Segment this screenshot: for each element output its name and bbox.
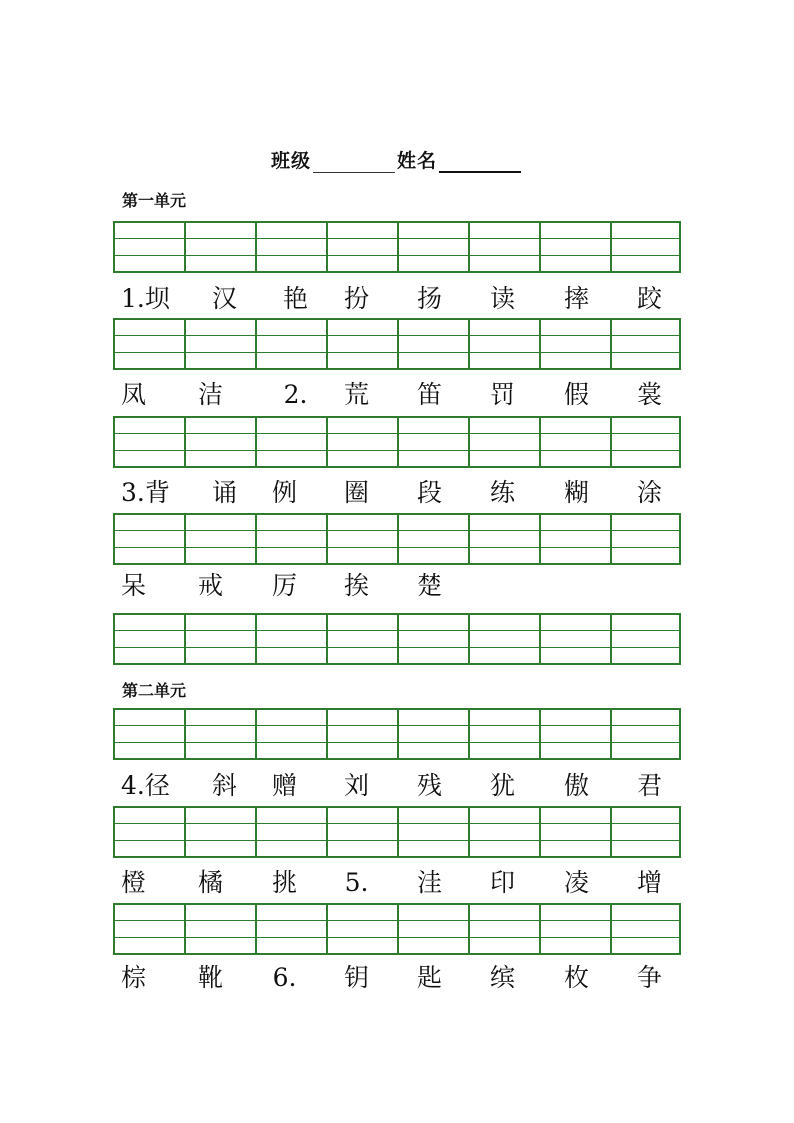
worksheet-header xyxy=(0,146,794,172)
character-cell: 棕 xyxy=(121,963,147,992)
character-cell: 钥 xyxy=(343,963,369,992)
name-blank[interactable] xyxy=(439,151,521,173)
character-cell: 扮 xyxy=(343,284,369,313)
character-cell: 洼 xyxy=(416,868,442,897)
character-cell: 橘 xyxy=(197,868,223,897)
class-label: 班级 xyxy=(270,150,311,172)
character-cell: 橙 xyxy=(121,868,147,897)
character-cell: 扬 xyxy=(416,284,442,313)
character-cell: 圈 xyxy=(343,478,369,507)
character-cell: 挨 xyxy=(343,571,369,600)
writing-grid[interactable] xyxy=(113,903,681,955)
character-cell: 1.坝 xyxy=(121,284,170,313)
character-cell: 罚 xyxy=(489,380,515,409)
character-cell: 艳 xyxy=(282,284,308,313)
character-cell: 厉 xyxy=(271,571,297,600)
section-title-unit-2: 第二单元 xyxy=(122,681,187,700)
character-cell: 凤 xyxy=(121,380,147,409)
character-cell: 呆 xyxy=(121,571,147,600)
character-cell: 凌 xyxy=(563,868,589,897)
character-cell: 练 xyxy=(489,478,515,507)
character-row xyxy=(113,768,681,804)
character-row xyxy=(113,377,681,413)
character-cell: 段 xyxy=(416,478,442,507)
character-cell: 缤 xyxy=(489,963,515,992)
character-cell: 刘 xyxy=(343,771,369,800)
character-cell: 枚 xyxy=(563,963,589,992)
character-cell: 傲 xyxy=(563,771,589,800)
character-cell: 3.背 xyxy=(121,478,170,507)
character-cell: 假 xyxy=(563,380,589,409)
writing-grid[interactable] xyxy=(113,708,681,760)
character-cell: 6. xyxy=(272,963,297,992)
class-blank[interactable] xyxy=(313,152,395,173)
character-cell: 犹 xyxy=(489,771,515,800)
writing-grid[interactable] xyxy=(113,318,681,370)
character-cell: 诵 xyxy=(211,478,237,507)
character-cell: 2. xyxy=(283,380,308,409)
character-cell: 挑 xyxy=(271,868,297,897)
character-cell: 戒 xyxy=(197,571,223,600)
writing-grid[interactable] xyxy=(113,221,681,273)
writing-grid[interactable] xyxy=(113,806,681,858)
character-cell: 跤 xyxy=(636,284,662,313)
character-cell: 笛 xyxy=(416,380,442,409)
character-cell: 荒 xyxy=(343,380,369,409)
character-row xyxy=(113,475,681,511)
character-cell: 残 xyxy=(416,771,442,800)
character-cell: 洁 xyxy=(197,380,223,409)
character-cell: 君 xyxy=(636,771,662,800)
character-cell: 5. xyxy=(344,868,369,897)
character-cell: 增 xyxy=(636,868,662,897)
name-label: 姓名 xyxy=(397,150,438,172)
section-title-unit-1: 第一单元 xyxy=(122,191,187,210)
character-cell: 靴 xyxy=(197,963,223,992)
character-cell: 印 xyxy=(489,868,515,897)
character-cell: 4.径 xyxy=(121,771,170,800)
character-row xyxy=(113,865,681,901)
writing-grid[interactable] xyxy=(113,416,681,468)
character-row xyxy=(113,568,681,604)
character-cell: 匙 xyxy=(416,963,442,992)
character-row xyxy=(113,281,681,317)
character-cell: 楚 xyxy=(416,571,442,600)
writing-grid[interactable] xyxy=(113,513,681,565)
character-cell: 涂 xyxy=(636,478,662,507)
character-cell: 读 xyxy=(489,284,515,313)
character-cell: 汉 xyxy=(211,284,237,313)
character-cell: 争 xyxy=(636,963,662,992)
character-cell: 摔 xyxy=(563,284,589,313)
character-cell: 糊 xyxy=(563,478,589,507)
writing-grid[interactable] xyxy=(113,613,681,665)
character-cell: 例 xyxy=(271,478,297,507)
character-cell: 斜 xyxy=(211,771,237,800)
character-cell: 赠 xyxy=(271,771,297,800)
character-cell: 裳 xyxy=(636,380,662,409)
character-row xyxy=(113,960,681,996)
